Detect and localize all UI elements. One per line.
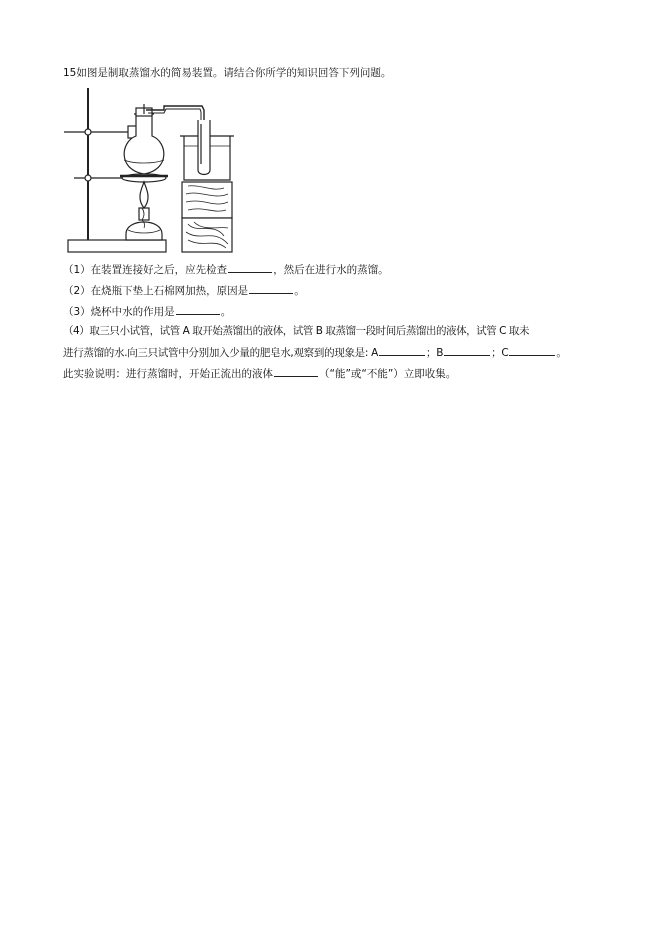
stand-base [68, 240, 166, 252]
part-3-suffix: 。 [220, 306, 232, 318]
part-1-suffix: ，然后在进行水的蒸馏。 [273, 264, 389, 276]
question-part-4-line-1: （4）取三只小试管，试管 A 取开始蒸馏出的液体，试管 B 取蒸馏一段时间后蒸馏出的液体，试管 C 取未 [63, 325, 530, 337]
answer-blank-4a[interactable] [379, 344, 425, 356]
part-2-prefix: （2）在烧瓶下垫上石棉网加热，原因是 [63, 285, 249, 297]
question-part-4-line-3: 此实验说明：进行蒸馏时，开始正流出的液体 （“能”或“不能”）立即收集。 [63, 365, 456, 381]
question-part-1 [63, 261, 389, 277]
answer-blank-4d[interactable] [274, 365, 318, 377]
distillation-apparatus-figure [64, 84, 244, 256]
test-tube [198, 120, 210, 175]
clamp-screw [85, 129, 91, 135]
part-2-suffix: 。 [294, 285, 305, 297]
part-3-prefix: （3）烧杯中水的作用是 [63, 306, 175, 318]
answer-blank-4c[interactable] [509, 344, 555, 356]
answer-blank-4b[interactable] [444, 344, 490, 356]
answer-blank-3[interactable] [176, 303, 220, 315]
question-stem-text: 如图是制取蒸馏水的简易装置。请结合你所学的知识回答下列问题。 [76, 67, 392, 79]
question-stem [63, 66, 391, 80]
flame [140, 182, 148, 208]
round-bottom-flask [124, 114, 164, 174]
answer-blank-2[interactable] [249, 282, 293, 294]
part-1-prefix: （1）在装置连接好之后，应先检查 [63, 264, 228, 276]
wooden-blocks [182, 182, 232, 252]
question-number: 15 [63, 67, 77, 79]
question-part-4-line-2: 进行蒸馏的水.向三只试管中分别加入少量的肥皂水,观察到的现象是: A ；B ；C 。 [63, 344, 567, 360]
question-part-2 [63, 282, 305, 298]
question-part-3 [63, 303, 231, 319]
answer-blank-1[interactable] [228, 261, 272, 273]
